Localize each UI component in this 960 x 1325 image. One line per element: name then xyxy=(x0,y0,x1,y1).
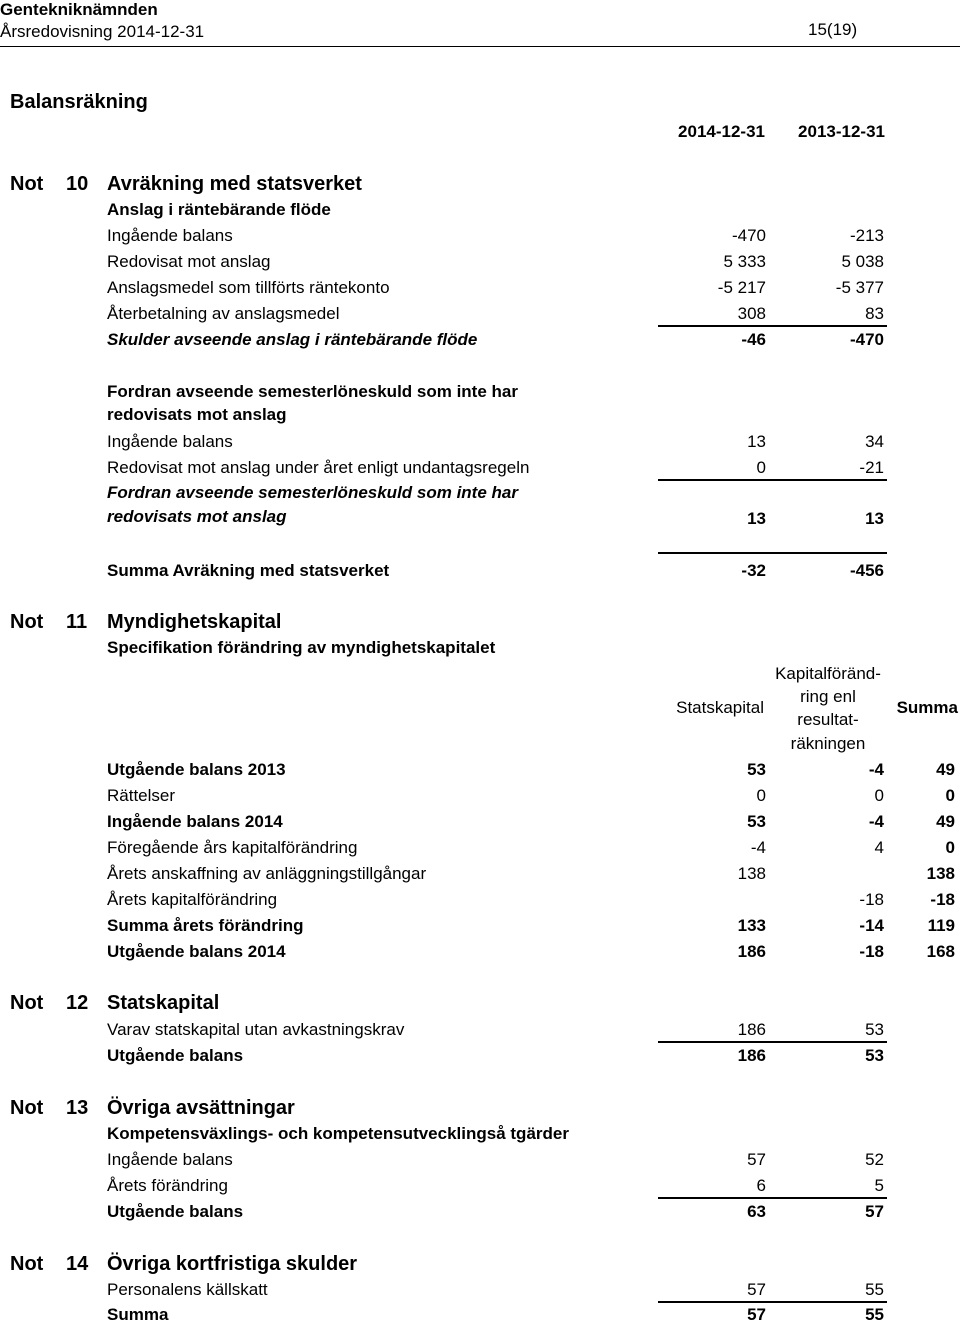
column-header-2014: 2014-12-31 xyxy=(678,122,765,141)
value-2013: 83 xyxy=(865,304,884,323)
value-2014: -470 xyxy=(731,226,766,245)
value-2013: 5 038 xyxy=(841,252,884,271)
total-label: Summa Avräkning med statsverket xyxy=(107,561,390,580)
value-summa: 0 xyxy=(945,786,955,805)
value-2014: 308 xyxy=(737,304,766,323)
section-heading: Fordran avseende semesterlöneskuld som inte har xyxy=(107,382,518,401)
row-label: Årets förändring xyxy=(107,1176,228,1195)
section-heading: Specifikation förändring av myndighetskapitalet xyxy=(107,638,496,657)
row-label: Rättelser xyxy=(107,786,176,805)
report-title: Årsredovisning 2014-12-31 xyxy=(0,22,205,41)
value-summa: 49 xyxy=(936,812,955,831)
value-statskapital: 138 xyxy=(737,864,766,883)
value-summa: 168 xyxy=(926,942,955,961)
column-header-summa: Summa xyxy=(896,698,958,717)
note-title: Statskapital xyxy=(107,992,220,1014)
subtotal-label-cont: redovisats mot anslag xyxy=(107,507,287,526)
value-2013: 55 xyxy=(865,1280,884,1299)
subtotal-2014: 13 xyxy=(747,509,766,528)
row-label: Utgående balans 2013 xyxy=(107,760,286,779)
row-label: Varav statskapital utan avkastningskrav xyxy=(107,1020,405,1039)
row-label: Utgående balans 2014 xyxy=(107,942,286,961)
note-label: Not xyxy=(10,992,44,1014)
note-number: 10 xyxy=(66,173,89,195)
value-2013: 52 xyxy=(865,1150,884,1169)
value-statskapital: 53 xyxy=(747,760,766,779)
row-label: Utgående balans xyxy=(107,1046,244,1065)
note-label: Not xyxy=(10,173,44,195)
value-2014: 63 xyxy=(747,1202,766,1221)
value-statskapital: -4 xyxy=(750,838,766,857)
value-2014: 0 xyxy=(756,458,766,477)
value-2014: 186 xyxy=(737,1020,766,1039)
row-label: Summa årets förändring xyxy=(107,916,304,935)
sum-rule xyxy=(658,325,887,327)
column-header-kapitalforandring: ring enl xyxy=(800,687,856,706)
value-2013: 53 xyxy=(865,1020,884,1039)
note-number: 13 xyxy=(66,1097,89,1119)
value-2014: 57 xyxy=(747,1305,766,1324)
value-2013: 5 xyxy=(874,1176,884,1195)
value-2014: 57 xyxy=(747,1280,766,1299)
section-heading: Anslag i räntebärande flöde xyxy=(107,200,331,219)
value-2013: 57 xyxy=(865,1202,884,1221)
row-label: Återbetalning av anslagsmedel xyxy=(107,304,340,323)
note-title: Avräkning med statsverket xyxy=(107,173,362,195)
value-2014: -5 217 xyxy=(717,278,766,297)
row-label: Redovisat mot anslag xyxy=(107,252,271,271)
value-statskapital: 133 xyxy=(737,916,766,935)
sum-rule xyxy=(658,1197,887,1199)
page-title: Balansräkning xyxy=(10,91,148,113)
value-2013: 34 xyxy=(865,432,884,451)
section-heading: Kompetensväxlings- och kompetensutvecklingså tgärder xyxy=(107,1124,569,1143)
column-header-kapitalforandring: Kapitalföränd- xyxy=(775,664,881,683)
value-2013: -5 377 xyxy=(835,278,884,297)
sum-rule xyxy=(658,479,887,481)
sum-rule xyxy=(658,1041,887,1043)
column-header-2013: 2013-12-31 xyxy=(798,122,885,141)
value-2014: 13 xyxy=(747,432,766,451)
value-summa: 119 xyxy=(927,916,955,935)
row-label: Anslagsmedel som tillförts räntekonto xyxy=(107,278,390,297)
value-2013: -213 xyxy=(849,226,884,245)
header-rule xyxy=(0,46,960,47)
org-name: Gentekniknämnden xyxy=(0,0,158,19)
note-number: 14 xyxy=(66,1253,89,1275)
value-kapitalforandring: -18 xyxy=(859,942,884,961)
value-kapitalforandring: -4 xyxy=(868,812,884,831)
note-label: Not xyxy=(10,1253,44,1275)
subtotal-label: Fordran avseende semesterlöneskuld som inte har xyxy=(107,483,518,502)
value-2013: 53 xyxy=(865,1046,884,1065)
value-statskapital: 0 xyxy=(756,786,766,805)
row-label: Redovisat mot anslag under året enligt undantagsregeln xyxy=(107,458,530,477)
row-label: Årets anskaffning av anläggningstillgångar xyxy=(107,864,427,883)
value-kapitalforandring: -18 xyxy=(859,890,884,909)
value-summa: 49 xyxy=(936,760,955,779)
note-number: 11 xyxy=(66,611,88,633)
page-number: 15(19) xyxy=(808,20,858,39)
value-2013: -21 xyxy=(859,458,884,477)
note-number: 12 xyxy=(66,992,89,1014)
row-label: Ingående balans xyxy=(107,1150,233,1169)
value-kapitalforandring: 0 xyxy=(874,786,884,805)
note-label: Not xyxy=(10,611,44,633)
value-statskapital: 53 xyxy=(747,812,766,831)
row-label: Ingående balans xyxy=(107,226,233,245)
section-heading-cont: redovisats mot anslag xyxy=(107,405,287,424)
note-label: Not xyxy=(10,1097,44,1119)
subtotal-label: Skulder avseende anslag i räntebärande flöde xyxy=(107,330,478,349)
value-summa: -18 xyxy=(930,890,955,909)
total-rule xyxy=(658,552,887,554)
value-summa: 0 xyxy=(945,838,955,857)
value-2014: 186 xyxy=(737,1046,766,1065)
sum-rule xyxy=(658,1301,887,1303)
column-header-kapitalforandring: resultat- xyxy=(797,710,859,729)
note-title: Övriga kortfristiga skulder xyxy=(107,1253,358,1275)
value-kapitalforandring: -4 xyxy=(868,760,884,779)
row-label: Personalens källskatt xyxy=(107,1280,268,1299)
value-2014: 6 xyxy=(756,1176,766,1195)
row-label: Utgående balans xyxy=(107,1202,244,1221)
note-title: Övriga avsättningar xyxy=(107,1097,295,1119)
value-2013: 55 xyxy=(865,1305,884,1324)
value-2014: 5 333 xyxy=(723,252,766,271)
row-label: Föregående års kapitalförändring xyxy=(107,838,358,857)
column-header-kapitalforandring: räkningen xyxy=(790,734,866,753)
total-2014: -32 xyxy=(741,561,766,580)
subtotal-2014: -46 xyxy=(741,330,766,349)
total-2013: -456 xyxy=(849,561,884,580)
row-label: Summa xyxy=(107,1305,169,1324)
value-kapitalforandring: -14 xyxy=(859,916,884,935)
column-header-statskapital: Statskapital xyxy=(676,698,764,717)
value-summa: 138 xyxy=(926,864,955,883)
row-label: Ingående balans 2014 xyxy=(107,812,283,831)
value-kapitalforandring: 4 xyxy=(874,838,884,857)
note-title: Myndighetskapital xyxy=(107,611,282,633)
row-label: Ingående balans xyxy=(107,432,233,451)
value-2014: 57 xyxy=(747,1150,766,1169)
subtotal-2013: -470 xyxy=(849,330,884,349)
row-label: Årets kapitalförändring xyxy=(107,890,278,909)
subtotal-2013: 13 xyxy=(865,509,884,528)
value-statskapital: 186 xyxy=(737,942,766,961)
